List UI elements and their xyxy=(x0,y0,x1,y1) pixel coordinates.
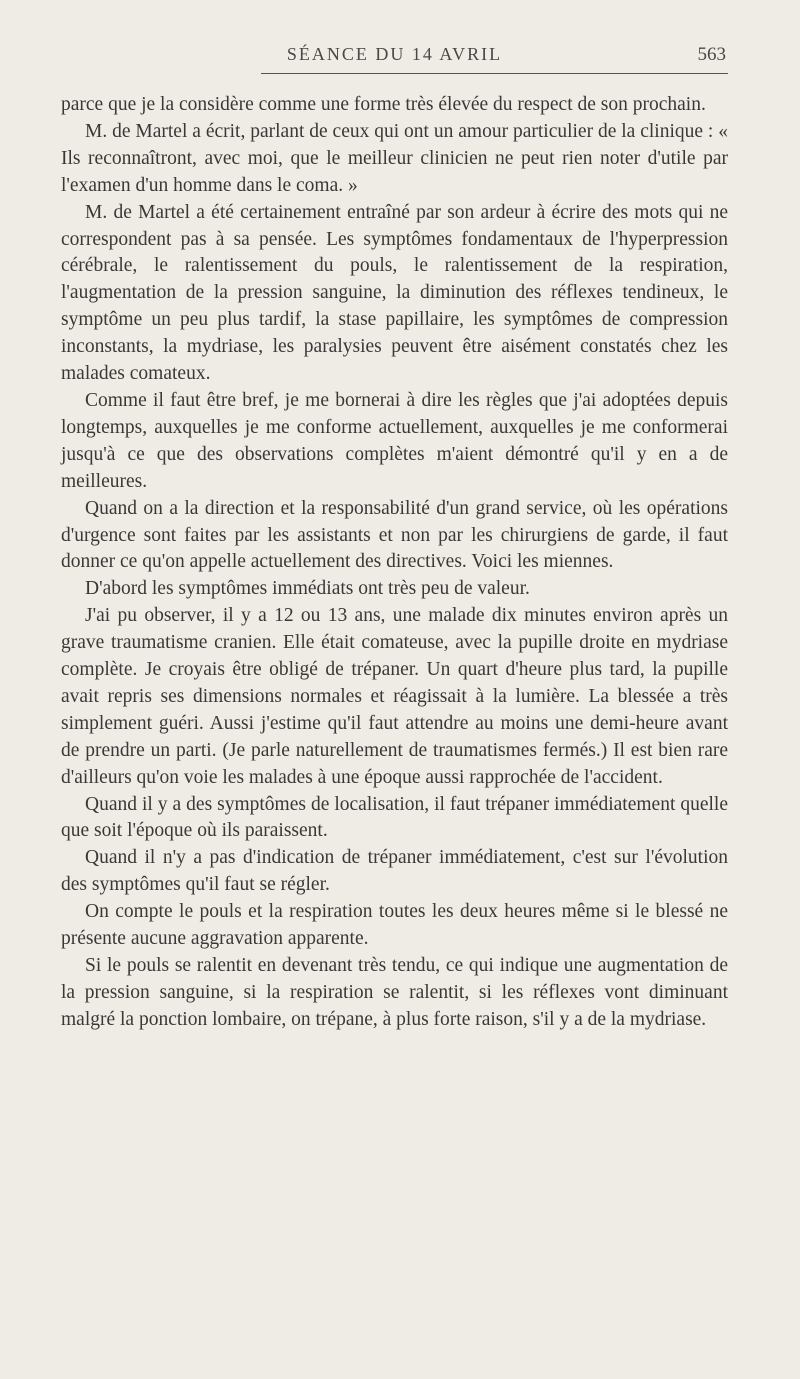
body-text xyxy=(61,92,728,1034)
paragraph: Comme il faut être bref, je me bornerai à dire les règles que j'ai adoptées depuis longtemps, auxquelles je me conforme actuellement, auxquelles je me conformerai jusqu'à ce que des observations complètes m'aient démontré qu'il y en a de meilleures. xyxy=(61,389,728,492)
paragraph: Si le pouls se ralentit en devenant très tendu, ce qui indique une augmentation de la pression sanguine, si la respiration se ralentit, si les réflexes vont diminuant malgré la ponction lombaire, on trépane, à plus forte raison, s'il y a de la mydriase. xyxy=(61,955,728,1030)
paragraph: D'abord les symptômes immédiats ont très peu de valeur. xyxy=(85,578,530,600)
paragraph: parce que je la considère comme une forme très élevée du respect de son prochain. xyxy=(61,94,706,115)
running-header xyxy=(61,0,728,92)
paragraph: M. de Martel a été certainement entraîné par son ardeur à écrire des mots qui ne correspondent pas à sa pensée. Les symptômes fondamentaux de l'hyperpression cérébrale, le ralentissement du pouls, le ralentissement de la respiration, l'augmentation de la pression sanguine, la diminution des réflexes tendineux, le symptôme un peu plus tardif, la stase papillaire, les symptômes de compression inconstants, la mydriase, les paralysies peuvent être aisément constatés chez les malades comateux. xyxy=(61,201,728,385)
paragraph: J'ai pu observer, il y a 12 ou 13 ans, une malade dix minutes environ après un grave traumatisme cranien. Elle était comateuse, avec la pupille droite en mydriase complète. Je croyais être obligé de trépaner. Un quart d'heure plus tard, la pupille avait repris ses dimensions normales et réagissait à la lumière. La blessée a très simplement guéri. Aussi j'estime qu'il faut attendre au moins une demi-heure avant de prendre un parti. (Je parle naturellement de traumatismes fermés.) Il est bien rare d'ailleurs qu'on voie les malades à une époque aussi rapprochée de l'accident. xyxy=(61,605,728,788)
paragraph: Quand on a la direction et la responsabilité d'un grand service, où les opérations d'urgence sont faites par les assistants et non par les chirurgiens de garde, il faut donner ce qu'on appelle actuellement des directives. Voici les miennes. xyxy=(61,497,728,573)
paragraph: Quand il n'y a pas d'indication de trépaner immédiatement, c'est sur l'évolution des symptômes qu'il faut se régler. xyxy=(61,847,728,896)
paragraph: M. de Martel a écrit, parlant de ceux qui ont un amour particulier de la clinique : « Ils reconnaîtront, avec moi, que le meilleur clinicien ne peut rien noter d'utile par l'examen d'un homme dans le coma. » xyxy=(61,120,728,196)
header-rule xyxy=(261,73,728,74)
paragraph: On compte le pouls et la respiration toutes les deux heures même si le blessé ne présente aucune aggravation apparente. xyxy=(61,901,728,950)
running-title: SÉANCE DU 14 AVRIL xyxy=(286,44,503,64)
paragraph: Quand il y a des symptômes de localisation, il faut trépaner immédiatement quelle que soit l'époque où ils paraissent. xyxy=(61,793,728,842)
page-number: 563 xyxy=(697,44,726,65)
